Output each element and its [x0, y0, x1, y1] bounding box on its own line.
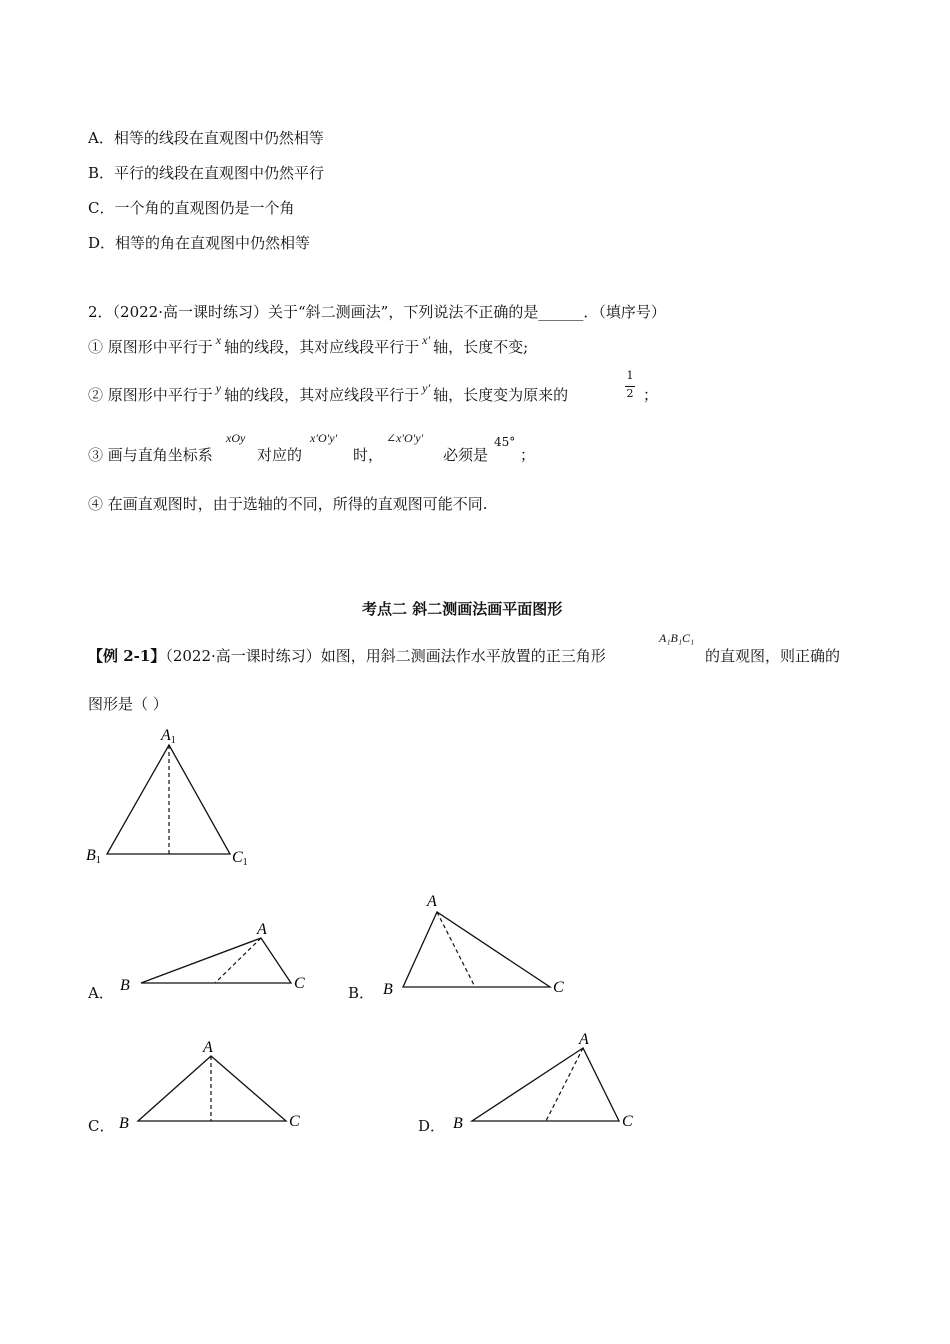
option-d-vertex-b: B: [453, 1115, 463, 1132]
option-c-vertex-a: A: [203, 1039, 213, 1056]
statement-2-part-c: 轴，长度变为原来的: [433, 386, 569, 404]
var-x-prime: x′: [422, 333, 431, 347]
option-d-vertex-a: A: [579, 1031, 589, 1048]
dashed-line-option-a: [215, 938, 261, 983]
question-2-stem: 2．（2022·高一课时练习）关于“斜二测画法”，下列说法不正确的是______．（填序号）: [88, 303, 666, 321]
option-c: C．一个角的直观图仍是一个角: [88, 199, 295, 217]
option-a-vertex-b: B: [120, 977, 130, 994]
statement-1-part-b: 轴的线段，其对应线段平行于: [224, 338, 420, 356]
triangle-option-a: [141, 938, 291, 983]
main-triangle-figure: [80, 722, 260, 872]
angle-value: 45°: [494, 435, 516, 449]
figure-option-a: [110, 912, 330, 1002]
vertex-c1: C1: [232, 849, 248, 868]
option-a-vertex-a: A: [257, 921, 267, 938]
figure-option-c-label: C．: [88, 1117, 115, 1135]
figure-option-c: [110, 1030, 320, 1135]
var-angle-xoy-prime: ∠x′O′y′: [386, 431, 424, 445]
fraction-denominator: 2: [626, 387, 634, 400]
statement-1-part-a: ① 原图形中平行于: [88, 338, 213, 356]
var-y: y: [215, 381, 222, 395]
figure-option-b: [375, 888, 585, 998]
triangle-option-c: [138, 1056, 286, 1121]
var-xoy: xOy: [226, 431, 246, 445]
statement-4: ④ 在画直观图时，由于选轴的不同，所得的直观图可能不同.: [88, 495, 488, 513]
example-line-1: [88, 645, 606, 666]
figure-option-a-label: A．: [88, 984, 114, 1002]
statement-2-part-a: ② 原图形中平行于: [88, 386, 213, 404]
dashed-line-option-d: [546, 1048, 583, 1121]
option-b-vertex-c: C: [553, 979, 564, 996]
statement-3-part-b: 对应的: [257, 446, 303, 464]
figure-option-d: [448, 1022, 658, 1134]
example-tag: 【例 2-1】: [88, 647, 166, 665]
statement-3-part-d: 必须是: [443, 446, 489, 464]
example-line-2: 图形是（ ）: [88, 695, 168, 713]
option-b-vertex-b: B: [383, 981, 393, 998]
option-b: B．平行的线段在直观图中仍然平行: [88, 164, 325, 182]
statement-2-part-b: 轴的线段，其对应线段平行于: [224, 386, 420, 404]
vertex-b1: B1: [86, 847, 101, 866]
statement-3-end: ；: [520, 446, 536, 464]
triangle-option-b: [403, 912, 550, 987]
statement-2: [88, 381, 569, 405]
example-text-a: （2022·高一课时练习）如图，用斜二测画法作水平放置的正三角形: [165, 647, 606, 665]
option-a: A．相等的线段在直观图中仍然相等: [88, 129, 324, 147]
option-d-vertex-c: C: [622, 1113, 633, 1130]
option-c-vertex-b: B: [119, 1115, 129, 1132]
statement-3-part-a: ③ 画与直角坐标系: [88, 446, 213, 464]
option-d: D．相等的角在直观图中仍然相等: [88, 234, 311, 252]
var-xoy-prime: x′O′y′: [310, 431, 338, 445]
statement-1: [88, 333, 529, 357]
example-text-b: 的直观图，则正确的: [705, 647, 841, 665]
option-c-vertex-c: C: [289, 1113, 300, 1130]
var-x: x: [215, 333, 222, 347]
option-b-vertex-a: A: [427, 893, 437, 910]
fraction-numerator: 1: [626, 369, 634, 382]
triangle-name: A₁B₁C₁: [659, 631, 695, 645]
statement-3-part-c: 时，: [353, 446, 384, 464]
var-y-prime: y′: [422, 381, 431, 395]
section-title: 考点二 斜二测画法画平面图形: [362, 600, 563, 618]
dashed-line-option-b: [437, 912, 475, 987]
statement-2-end: ；: [643, 386, 659, 404]
option-a-vertex-c: C: [294, 975, 305, 992]
figure-option-d-label: D．: [418, 1117, 446, 1135]
statement-1-part-c: 轴，长度不变;: [433, 338, 529, 356]
figure-option-b-label: B．: [348, 984, 375, 1002]
triangle-option-d: [472, 1048, 619, 1121]
vertex-a1: A1: [161, 727, 176, 746]
